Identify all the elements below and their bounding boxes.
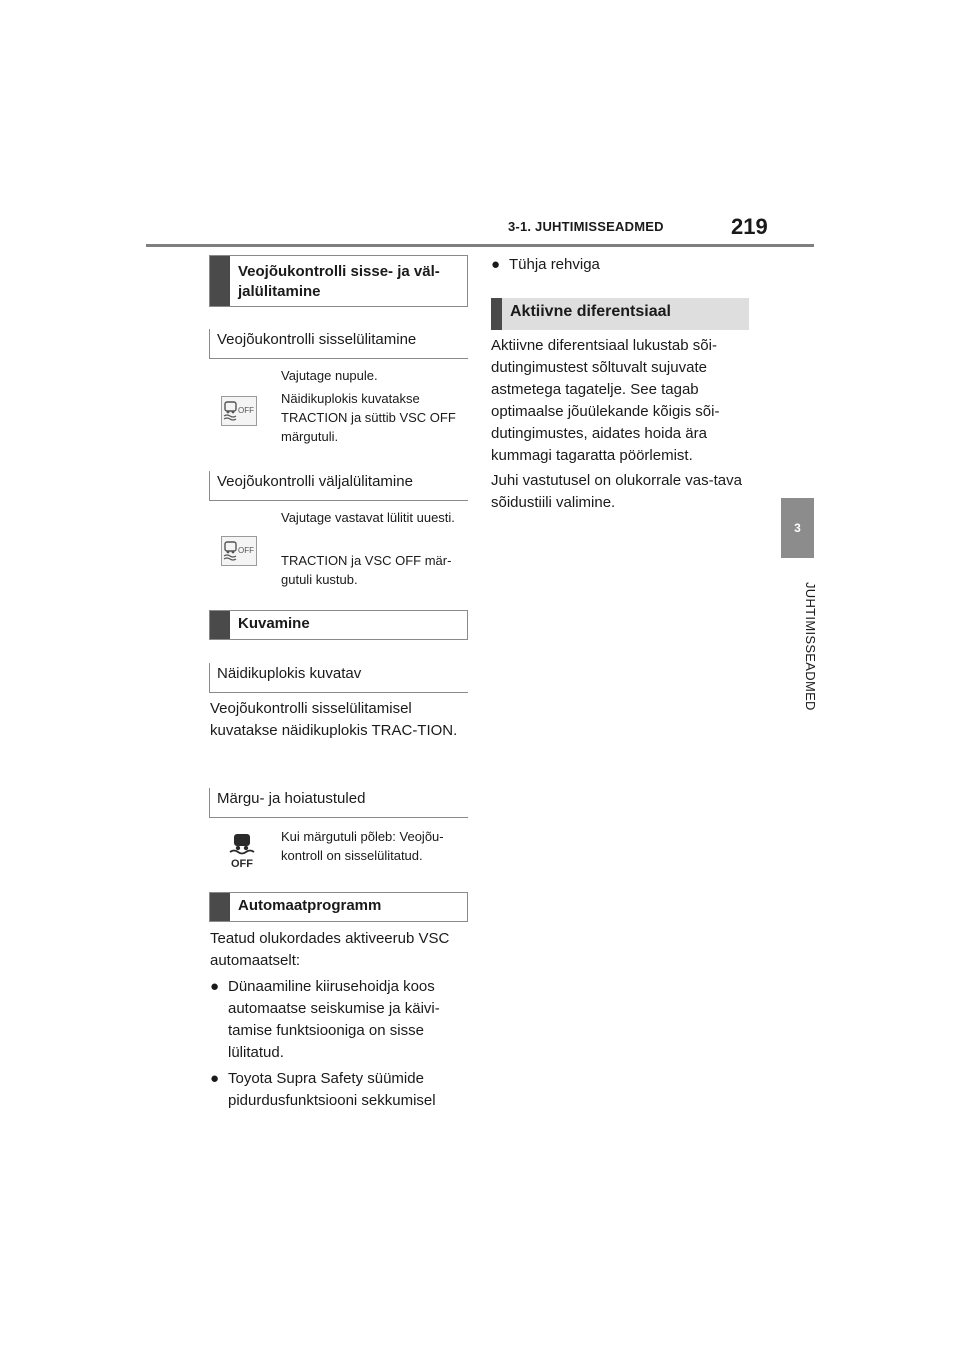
section-title: Kuvamine: [238, 615, 310, 632]
section-title: Automaatprogramm: [238, 897, 382, 914]
svg-text:OFF: OFF: [238, 546, 254, 555]
section-title: Veojõukontrolli sisse- ja väl-jalülitamine: [238, 263, 440, 300]
svg-text:OFF: OFF: [231, 858, 253, 870]
step-press-button: Vajutage nupule.: [281, 368, 378, 383]
vsc-off-button-icon: [221, 536, 257, 566]
step-traction-shown: Näidikuplokis kuvatakse TRACTION ja süttib VSC OFF märgutuli.: [281, 391, 456, 444]
section-heading-display: [209, 610, 468, 640]
page-number: 219: [731, 214, 768, 239]
vsc-off-button-icon: [221, 396, 257, 426]
vsc-off-warning-icon: [225, 832, 259, 870]
active-diff-paragraph: Aktiivne diferentsiaal lukustab sõi-dutingimustest sõltuvalt sujuvate astmetega tagatelje. See tagab optimaalse jõuülekande kõigis sõi-dutingimustes, aidates hoida ära kummagi tagaratta pöörlemist.: [491, 337, 720, 464]
cluster-display-text: Veojõukontrolli sisselülitamisel kuvatakse näidikuplokis TRAC-TION.: [210, 700, 458, 739]
section-heading-auto: [209, 892, 468, 922]
section-title: Aktiivne diferentsiaal: [510, 303, 671, 320]
auto-intro-text: Teatud olukordades aktiveerub VSC automaatselt:: [210, 930, 450, 969]
section-heading-traction-toggle: [209, 255, 468, 307]
subheading-traction-on: Veojõukontrolli sisselülitamine: [209, 329, 468, 359]
chapter-title: 3-1. JUHTIMISSEADMED: [508, 219, 664, 234]
section-heading-active-diff: [491, 298, 749, 330]
chapter-tab-number: 3: [781, 498, 814, 558]
warning-light-text: Kui märgutuli põleb: Veojõu-kontroll on sisselülitatud.: [281, 829, 444, 863]
list-item: ● Dünaamiline kiirusehoidja koos automaatse seiskumise ja käivi-tamise funktsiooniga on sisse lülitatud.: [210, 978, 440, 1061]
subheading-cluster-display: Näidikuplokis kuvatav: [209, 663, 468, 693]
list-item: ● Tühja rehviga: [491, 256, 600, 273]
header-divider: [146, 244, 814, 247]
svg-text:OFF: OFF: [238, 406, 254, 415]
subheading-warning-lights: Märgu- ja hoiatustuled: [209, 788, 468, 818]
driver-responsibility-paragraph: Juhi vastutusel on olukorrale vas-tava sõidustiili valimine.: [491, 472, 742, 511]
step-light-off: TRACTION ja VSC OFF mär-gutuli kustub.: [281, 553, 452, 587]
step-press-again: Vajutage vastavat lülitit uuesti.: [281, 510, 455, 525]
list-item: ● Toyota Supra Safety süümide pidurdusfunktsiooni sekkumisel: [210, 1070, 436, 1109]
chapter-tab-label: JUHTIMISSEADMED: [803, 581, 818, 711]
subheading-traction-off: Veojõukontrolli väljalülitamine: [209, 471, 468, 501]
